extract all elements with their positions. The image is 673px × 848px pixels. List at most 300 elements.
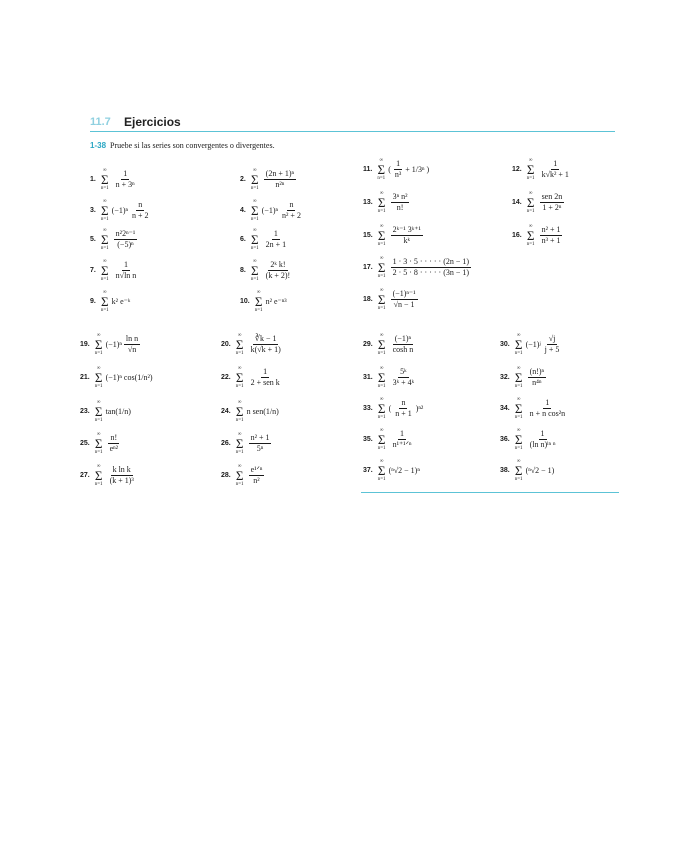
exercise-item xyxy=(240,259,294,282)
exercise-item xyxy=(221,464,266,487)
numerator: 1 xyxy=(123,260,128,270)
sigma-glyph: Σ xyxy=(235,337,244,352)
sigma-glyph: Σ xyxy=(377,162,386,177)
exercise-number: 33. xyxy=(363,405,373,412)
exercise-item xyxy=(363,256,473,279)
sum-symbol xyxy=(515,428,523,451)
exercise-item xyxy=(240,168,298,191)
fraction xyxy=(393,159,403,179)
fraction xyxy=(249,367,282,387)
sum-lower-limit: n=1 xyxy=(526,176,535,181)
sigma-glyph: Σ xyxy=(526,162,535,177)
denominator: cosh n xyxy=(392,345,414,354)
term-prefix: (ⁿ√2 − 1)ⁿ xyxy=(388,466,420,475)
sum-upper-limit: ∞ xyxy=(237,333,242,338)
denominator: n⁴ⁿ xyxy=(532,378,542,387)
sigma-glyph: Σ xyxy=(250,172,259,187)
sigma-glyph: Σ xyxy=(250,263,259,278)
numerator: 3ⁿ n² xyxy=(392,192,408,202)
exercise-number: 21. xyxy=(80,374,90,381)
exercise-item xyxy=(363,224,425,247)
numerator: n²2ⁿ⁻¹ xyxy=(115,229,136,239)
exercise-item xyxy=(90,228,139,251)
sum-lower-limit: n=1 xyxy=(377,477,386,482)
sum-lower-limit: n=1 xyxy=(250,186,259,191)
sum-symbol xyxy=(95,432,103,455)
denominator: n + 2 xyxy=(132,211,149,220)
sigma-glyph: Σ xyxy=(377,370,386,385)
exercise-item xyxy=(363,459,420,482)
exercise-item xyxy=(240,290,287,313)
sum-symbol xyxy=(515,459,523,482)
denominator: 2n + 1 xyxy=(265,240,287,249)
exercise-item xyxy=(221,400,279,423)
sum-lower-limit: n=1 xyxy=(100,217,109,222)
sum-upper-limit: ∞ xyxy=(252,259,257,264)
fraction xyxy=(264,229,289,249)
sigma-glyph: Σ xyxy=(377,432,386,447)
sum-lower-limit: n=1 xyxy=(235,482,244,487)
numerator: n² + 1 xyxy=(250,433,270,443)
sum-upper-limit: ∞ xyxy=(516,459,521,464)
denominator: n + 3ⁿ xyxy=(115,180,135,189)
numerator: (2n + 1)ⁿ xyxy=(265,169,295,179)
exercise-item xyxy=(240,228,290,251)
sigma-glyph: Σ xyxy=(94,370,103,385)
sum-symbol xyxy=(101,168,109,191)
numerator: (−1)ⁿ⁻¹ xyxy=(392,289,416,299)
sum-lower-limit: n=1 xyxy=(377,176,386,181)
exercise-item xyxy=(90,199,153,222)
fraction xyxy=(391,334,416,354)
term-prefix: ( xyxy=(388,165,391,174)
exercise-item xyxy=(512,224,564,247)
numerator: 1 xyxy=(553,159,558,169)
sum-upper-limit: ∞ xyxy=(528,158,533,163)
denominator: (k + 1)³ xyxy=(109,476,134,485)
sum-lower-limit: n=1 xyxy=(377,446,386,451)
sigma-glyph: Σ xyxy=(377,228,386,243)
exercise-number: 17. xyxy=(363,264,373,271)
exercise-item xyxy=(363,158,429,181)
fraction xyxy=(249,465,265,485)
sum-upper-limit: ∞ xyxy=(256,290,261,295)
denominator: k(√k + 1) xyxy=(250,345,281,354)
sum-lower-limit: n=1 xyxy=(377,274,386,279)
sum-lower-limit: n=1 xyxy=(377,415,386,420)
exercise-number: 36. xyxy=(500,436,510,443)
exercise-item xyxy=(221,432,273,455)
sigma-glyph: Σ xyxy=(100,263,109,278)
exercise-number: 34. xyxy=(500,405,510,412)
sum-symbol xyxy=(515,397,523,420)
sum-lower-limit: n=1 xyxy=(94,450,103,455)
fraction xyxy=(540,159,571,179)
exercise-number: 24. xyxy=(221,408,231,415)
numerator: e¹ᐟⁿ xyxy=(250,465,263,475)
exercise-number: 6. xyxy=(240,236,246,243)
numerator: 2ᵏ⁻¹ 3ᵏ⁺¹ xyxy=(392,225,421,235)
sigma-glyph: Σ xyxy=(100,172,109,187)
sum-upper-limit: ∞ xyxy=(379,256,384,261)
exercise-number: 19. xyxy=(80,341,90,348)
sum-symbol xyxy=(236,400,244,423)
sum-upper-limit: ∞ xyxy=(102,290,107,295)
term-prefix: tan(1/n) xyxy=(105,407,131,416)
sigma-glyph: Σ xyxy=(94,337,103,352)
term-prefix: k² e⁻ᵏ xyxy=(111,297,131,306)
sum-symbol xyxy=(101,259,109,282)
sum-upper-limit: ∞ xyxy=(516,397,521,402)
exercise-number: 11. xyxy=(363,166,373,173)
sum-upper-limit: ∞ xyxy=(528,191,533,196)
sum-symbol xyxy=(95,400,103,423)
sum-upper-limit: ∞ xyxy=(96,432,101,437)
exercise-item xyxy=(240,199,305,222)
exercise-item xyxy=(363,366,418,389)
fraction xyxy=(249,334,283,354)
sum-symbol xyxy=(378,366,386,389)
term-prefix: (−1)ⁿ cos(1/n²) xyxy=(105,373,153,382)
sum-upper-limit: ∞ xyxy=(379,333,384,338)
sum-symbol xyxy=(378,256,386,279)
sum-upper-limit: ∞ xyxy=(96,400,101,405)
exercise-item xyxy=(90,168,139,191)
sum-symbol xyxy=(378,428,386,451)
exercise-number: 7. xyxy=(90,267,96,274)
exercise-number: 12. xyxy=(512,166,522,173)
exercise-number: 32. xyxy=(500,374,510,381)
exercise-number: 28. xyxy=(221,472,231,479)
term-prefix: ( xyxy=(388,404,392,413)
fraction xyxy=(280,200,303,220)
sum-lower-limit: n=1 xyxy=(94,351,103,356)
fraction xyxy=(114,229,138,249)
exercise-item xyxy=(512,158,573,181)
exercise-number: 2. xyxy=(240,176,246,183)
exercise-number: 20. xyxy=(221,341,231,348)
sum-lower-limit: n=1 xyxy=(377,306,386,311)
denominator: n³ xyxy=(394,170,402,179)
exercise-number: 29. xyxy=(363,341,373,348)
sum-symbol xyxy=(527,158,535,181)
fraction xyxy=(264,169,296,189)
sum-upper-limit: ∞ xyxy=(516,366,521,371)
sum-lower-limit: n=1 xyxy=(100,308,109,313)
fraction xyxy=(391,257,472,277)
sum-symbol xyxy=(378,191,386,214)
term-suffix: + 1/3ⁿ ) xyxy=(405,165,430,174)
sum-upper-limit: ∞ xyxy=(96,464,101,469)
numerator: 5ᵏ xyxy=(400,367,407,377)
exercise-number: 37. xyxy=(363,467,373,474)
sigma-glyph: Σ xyxy=(526,228,535,243)
exercise-number: 1. xyxy=(90,176,96,183)
denominator: (−5)ⁿ xyxy=(117,240,134,249)
exercise-item xyxy=(80,432,122,455)
exercise-item xyxy=(80,366,153,389)
term-prefix: (ⁿ√2 − 1) xyxy=(525,466,555,475)
sum-lower-limit: n=1 xyxy=(250,246,259,251)
sum-upper-limit: ∞ xyxy=(96,333,101,338)
exercise-number: 18. xyxy=(363,296,373,303)
exercise-number: 3. xyxy=(90,207,96,214)
denominator: n + 1 xyxy=(395,409,412,418)
sum-lower-limit: n=1 xyxy=(235,418,244,423)
sigma-glyph: Σ xyxy=(514,463,523,478)
fraction xyxy=(528,367,547,387)
numerator: 1 xyxy=(273,229,278,239)
sum-symbol xyxy=(378,397,386,420)
sigma-glyph: Σ xyxy=(377,463,386,478)
denominator: j + 5 xyxy=(544,345,560,354)
exercise-item xyxy=(90,290,130,313)
instructions-text: Pruebe si las series son convergentes o divergentes. xyxy=(110,141,275,150)
term-prefix: n sen(1/n) xyxy=(246,407,279,416)
sum-lower-limit: n=1 xyxy=(100,186,109,191)
sum-symbol xyxy=(251,199,259,222)
sum-lower-limit: n=1 xyxy=(94,384,103,389)
sigma-glyph: Σ xyxy=(514,401,523,416)
sigma-glyph: Σ xyxy=(235,468,244,483)
sigma-glyph: Σ xyxy=(254,294,263,309)
term-prefix: (−1)ⁿ xyxy=(111,206,129,215)
sum-symbol xyxy=(378,459,386,482)
section-number: 11.7 xyxy=(90,116,111,128)
sum-symbol xyxy=(251,168,259,191)
numerator: 1 xyxy=(263,367,268,377)
fraction xyxy=(108,433,120,453)
sigma-glyph: Σ xyxy=(235,370,244,385)
denominator: 1 + 2ⁿ xyxy=(542,203,562,212)
sum-lower-limit: n=1 xyxy=(377,209,386,214)
sum-upper-limit: ∞ xyxy=(237,400,242,405)
sum-symbol xyxy=(95,366,103,389)
sum-symbol xyxy=(251,259,259,282)
sigma-glyph: Σ xyxy=(377,292,386,307)
numerator: n xyxy=(138,200,143,210)
sum-lower-limit: n=1 xyxy=(377,242,386,247)
fraction xyxy=(391,429,414,449)
sum-upper-limit: ∞ xyxy=(379,459,384,464)
fraction xyxy=(114,260,139,280)
exercise-number: 23. xyxy=(80,408,90,415)
sigma-glyph: Σ xyxy=(526,195,535,210)
exercise-number: 38. xyxy=(500,467,510,474)
term-suffix: )ⁿ² xyxy=(415,404,424,413)
fraction xyxy=(391,289,418,309)
exercise-item xyxy=(363,288,420,311)
sigma-glyph: Σ xyxy=(94,404,103,419)
exercise-number: 31. xyxy=(363,374,373,381)
sum-upper-limit: ∞ xyxy=(379,428,384,433)
sum-lower-limit: n=1 xyxy=(94,482,103,487)
term-prefix: (−1)ⁿ xyxy=(261,206,279,215)
sum-lower-limit: n=1 xyxy=(94,418,103,423)
exercise-item xyxy=(363,191,411,214)
sum-symbol xyxy=(236,432,244,455)
exercise-number: 10. xyxy=(240,298,250,305)
numerator: sen 2n xyxy=(541,192,563,202)
sum-lower-limit: n=1 xyxy=(254,308,263,313)
numerator: 2ᵏ k! xyxy=(270,260,286,270)
sum-upper-limit: ∞ xyxy=(96,366,101,371)
denominator: √n xyxy=(127,345,137,354)
sum-upper-limit: ∞ xyxy=(252,199,257,204)
sum-upper-limit: ∞ xyxy=(102,168,107,173)
numerator: 1 xyxy=(396,159,401,169)
sum-symbol xyxy=(378,224,386,247)
sigma-glyph: Σ xyxy=(377,260,386,275)
exercise-item xyxy=(500,397,569,420)
denominator: 5ⁿ xyxy=(256,444,264,453)
sum-upper-limit: ∞ xyxy=(379,288,384,293)
sum-symbol xyxy=(255,290,263,313)
sum-symbol xyxy=(101,290,109,313)
denominator: 3ᵏ + 4ᵏ xyxy=(392,378,415,387)
numerator: 1 · 3 · 5 · · · · · (2n − 1) xyxy=(392,257,470,267)
exercise-item xyxy=(500,428,559,451)
fraction xyxy=(540,192,565,212)
numerator: n² + 1 xyxy=(541,225,561,235)
sum-upper-limit: ∞ xyxy=(379,397,384,402)
term-prefix: (−1)ⁿ xyxy=(105,340,122,349)
exercise-item xyxy=(80,400,131,423)
sigma-glyph: Σ xyxy=(250,232,259,247)
sum-upper-limit: ∞ xyxy=(379,224,384,229)
sum-upper-limit: ∞ xyxy=(102,199,107,204)
fraction xyxy=(528,398,568,418)
exercise-number: 13. xyxy=(363,199,373,206)
numerator: (n!)ⁿ xyxy=(529,367,545,377)
sum-lower-limit: n=1 xyxy=(514,477,523,482)
sum-symbol xyxy=(527,224,535,247)
sum-lower-limit: n=1 xyxy=(235,384,244,389)
header-rule xyxy=(90,131,615,132)
sum-upper-limit: ∞ xyxy=(379,158,384,163)
fraction xyxy=(540,225,563,245)
exercise-item xyxy=(512,191,566,214)
denominator: n³ + 1 xyxy=(541,236,561,245)
fraction xyxy=(264,260,293,280)
sum-lower-limit: n=1 xyxy=(377,351,386,356)
sum-symbol xyxy=(515,366,523,389)
sum-lower-limit: n=1 xyxy=(526,209,535,214)
sum-upper-limit: ∞ xyxy=(379,366,384,371)
exercise-item xyxy=(363,428,416,451)
sum-lower-limit: n=1 xyxy=(100,246,109,251)
numerator: (−1)ⁿ xyxy=(394,334,412,344)
sigma-glyph: Σ xyxy=(514,370,523,385)
sum-upper-limit: ∞ xyxy=(252,228,257,233)
instructions xyxy=(90,141,275,150)
sum-symbol xyxy=(378,288,386,311)
term-prefix: (−1)ʲ xyxy=(525,340,541,349)
numerator: 1 xyxy=(540,429,545,439)
exercise-number: 35. xyxy=(363,436,373,443)
sigma-glyph: Σ xyxy=(514,432,523,447)
exercise-number: 30. xyxy=(500,341,510,348)
exercise-number: 16. xyxy=(512,232,522,239)
exercise-range: 1-38 xyxy=(90,141,107,150)
sigma-glyph: Σ xyxy=(94,436,103,451)
sum-upper-limit: ∞ xyxy=(516,333,521,338)
sum-lower-limit: n=1 xyxy=(514,415,523,420)
fraction xyxy=(543,334,562,354)
sum-symbol xyxy=(95,333,103,356)
denominator: (ln n)ˡⁿ ⁿ xyxy=(529,440,556,449)
sum-lower-limit: n=1 xyxy=(235,450,244,455)
sum-symbol xyxy=(236,464,244,487)
denominator: eⁿ² xyxy=(109,444,119,453)
fraction xyxy=(249,433,272,453)
sum-symbol xyxy=(101,199,109,222)
fraction xyxy=(391,367,417,387)
numerator: k ln k xyxy=(112,465,131,475)
exercise-number: 14. xyxy=(512,199,522,206)
exercise-item xyxy=(80,333,142,356)
term-prefix: n² e⁻ⁿ³ xyxy=(265,297,287,306)
sum-symbol xyxy=(236,366,244,389)
fraction xyxy=(391,225,423,245)
sigma-glyph: Σ xyxy=(377,337,386,352)
fraction xyxy=(393,398,414,418)
denominator: n√ln n xyxy=(115,271,137,280)
sum-lower-limit: n=1 xyxy=(235,351,244,356)
denominator: n! xyxy=(396,203,404,212)
sum-symbol xyxy=(251,228,259,251)
denominator: n² + 2 xyxy=(282,211,301,220)
fraction xyxy=(130,200,151,220)
numerator: 1 xyxy=(400,429,405,439)
exercise-item xyxy=(90,259,140,282)
sigma-glyph: Σ xyxy=(100,203,109,218)
fraction xyxy=(528,429,558,449)
exercise-number: 5. xyxy=(90,236,96,243)
sum-lower-limit: n=1 xyxy=(526,242,535,247)
sum-upper-limit: ∞ xyxy=(528,224,533,229)
sum-symbol xyxy=(378,333,386,356)
exercise-item xyxy=(500,366,548,389)
fraction xyxy=(124,334,140,354)
exercise-item xyxy=(80,464,138,487)
numerator: ∛k − 1 xyxy=(254,334,277,344)
sigma-glyph: Σ xyxy=(235,436,244,451)
fraction xyxy=(114,169,137,189)
denominator: (k + 2)! xyxy=(265,271,291,280)
numerator: 1 xyxy=(545,398,550,408)
sigma-glyph: Σ xyxy=(235,404,244,419)
exercise-number: 4. xyxy=(240,207,246,214)
sigma-glyph: Σ xyxy=(94,468,103,483)
denominator: kᵏ xyxy=(403,236,410,245)
sum-lower-limit: n=1 xyxy=(514,351,523,356)
exercise-item xyxy=(500,333,563,356)
sum-lower-limit: n=1 xyxy=(514,384,523,389)
numerator: n! xyxy=(110,433,118,443)
exercise-item xyxy=(500,459,554,482)
exercise-number: 25. xyxy=(80,440,90,447)
numerator: n xyxy=(289,200,294,210)
sum-upper-limit: ∞ xyxy=(237,366,242,371)
sum-lower-limit: n=1 xyxy=(250,277,259,282)
sum-lower-limit: n=1 xyxy=(377,384,386,389)
numerator: n xyxy=(401,398,406,408)
denominator: n²ⁿ xyxy=(275,180,285,189)
sigma-glyph: Σ xyxy=(100,232,109,247)
fraction xyxy=(391,192,410,212)
sigma-glyph: Σ xyxy=(377,195,386,210)
